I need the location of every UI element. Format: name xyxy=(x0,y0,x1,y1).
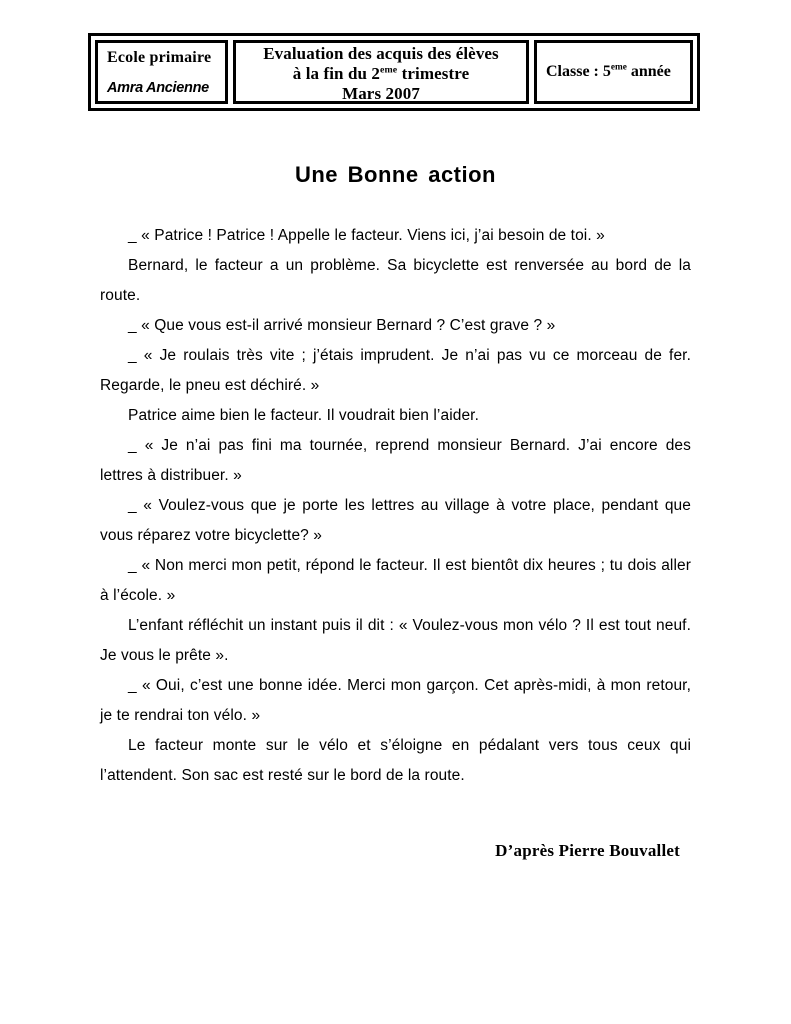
paragraph: _ « Patrice ! Patrice ! Appelle le facteur. Viens ici, j’ai besoin de toi. » xyxy=(128,227,605,244)
reading-text xyxy=(100,221,691,791)
header-cell-class xyxy=(534,40,693,104)
paragraph: _ « Je roulais très vite ; j’étais imprudent. Je n’ai pas vu ce morceau de fer. Regarde, le pneu est déchiré. » xyxy=(100,347,691,394)
paragraph: _ « Voulez-vous que je porte les lettres au village à votre place, pendant que vous réparez votre bicyclette? » xyxy=(100,497,691,544)
paragraph: Le facteur monte sur le vélo et s’éloigne en pédalant vers tous ceux qui l’attendent. Son sac est resté sur le bord de la route. xyxy=(100,737,691,784)
paragraph: Bernard, le facteur a un problème. Sa bicyclette est renversée au bord de la route. xyxy=(100,257,691,304)
header-cell-school xyxy=(95,40,228,104)
school-name: Ecole primaire xyxy=(107,49,212,66)
paragraph: Patrice aime bien le facteur. Il voudrait bien l’aider. xyxy=(128,407,479,424)
paragraph: L’enfant réfléchit un instant puis il dit : « Voulez-vous mon vélo ? Il est tout neuf. Je vous le prête ». xyxy=(100,617,691,664)
paragraph: _ « Je n’ai pas fini ma tournée, reprend monsieur Bernard. J’ai encore des lettres à distribuer. » xyxy=(100,437,691,484)
page-title: Une Bonne action xyxy=(294,162,496,187)
evaluation-line2-superscript: eme xyxy=(380,64,398,76)
evaluation-line2-pre: à la fin du 2 xyxy=(292,64,381,83)
evaluation-line2-post: trimestre xyxy=(397,64,470,83)
paragraph: _ « Non merci mon petit, répond le facteur. Il est bientôt dix heures ; tu dois aller à l’école. » xyxy=(100,557,691,604)
class-label-superscript: eme xyxy=(610,62,627,73)
class-label-post: année xyxy=(626,63,671,80)
header-cell-evaluation xyxy=(233,40,529,104)
class-label xyxy=(546,63,671,81)
header-table xyxy=(88,33,700,111)
evaluation-line3: Mars 2007 xyxy=(342,84,420,103)
evaluation-line2 xyxy=(236,64,526,84)
paragraph: _ « Oui, c’est une bonne idée. Merci mon garçon. Cet après-midi, à mon retour, je te rendrai ton vélo. » xyxy=(100,677,691,724)
class-label-pre: Classe : 5 xyxy=(546,63,611,80)
attribution: D’après Pierre Bouvallet xyxy=(495,841,680,860)
evaluation-line1: Evaluation des acquis des élèves xyxy=(263,44,499,63)
school-location: Amra Ancienne xyxy=(107,80,209,96)
paragraph: _ « Que vous est-il arrivé monsieur Bernard ? C’est grave ? » xyxy=(128,317,556,334)
